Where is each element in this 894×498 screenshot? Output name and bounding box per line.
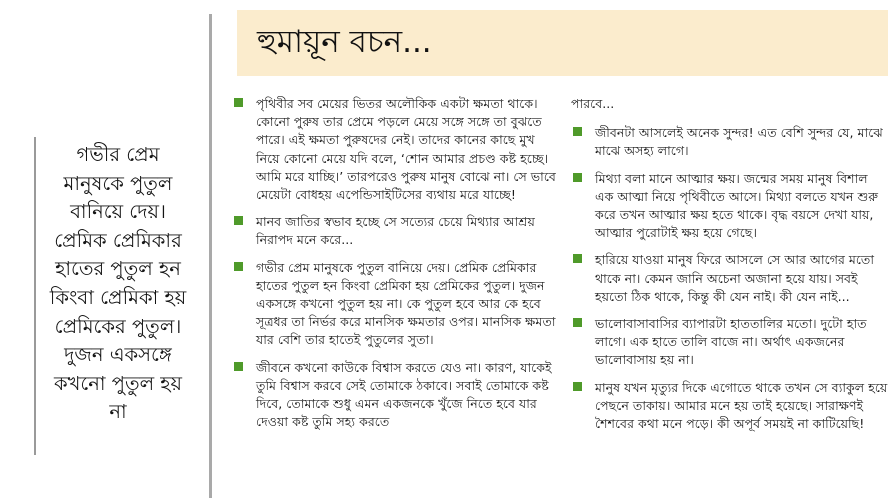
quote-item [571, 379, 889, 434]
quote-text: মানুষ যখন মৃত্যুর দিকে এগোতে থাকে তখন সে ব্যাকুল হয়ে পেছনে তাকায়। আমার মনে হয় তাই হয়েছে। সারাক্ষণই শৈশবের কথা মনে পড়ে। কী অপূর্ব সময়ই না কাটিয়েছি! [595, 379, 888, 432]
quote-item [571, 170, 889, 243]
left-column [232, 95, 557, 440]
square-bullet-icon [234, 362, 243, 371]
quote-text: মিথ্যা বলা মানে আত্মার ক্ষয়। জন্মের সময় মানুষ বিশাল এক আত্মা নিয়ে পৃথিবীতে আসে। মিথ্যা বলতে যখন শুরু করে তখন আত্মার ক্ষয় হতে থাকে। বৃদ্ধ বয়সে দেখা যায়, আত্মার পুরোটাই ক্ষয় হয়ে গেছে। [595, 170, 878, 241]
column-divider [209, 14, 212, 498]
square-bullet-icon [234, 98, 243, 107]
quote-item [232, 95, 557, 204]
square-bullet-icon [573, 382, 582, 391]
quote-text: গভীর প্রেম মানুষকে পুতুল বানিয়ে দেয়। প্রেমিক প্রেমিকার হাতের পুতুল হন কিংবা প্রেমিকা হয় প্রেমিকের পুতুল। দুজন একসঙ্গে কখনো পুতুল হয় না। কে পুতুল হবে আর কে হবে সূত্রধর তা নির্ভর করে মানসিক ক্ষমতার ওপর। মানসিক ক্ষমতা যার বেশি তার হাতেই পুতুলের সুতা। [256, 259, 556, 348]
quote-item [571, 124, 889, 160]
quote-text: পারবে... [571, 96, 615, 111]
quote-text: জীবনটা আসলেই অনেক সুন্দর! এত বেশি সুন্দর যে, মাঝে মাঝে অসহ্য লাগে। [595, 125, 883, 159]
square-bullet-icon [234, 262, 243, 271]
square-bullet-icon [234, 216, 243, 225]
title-band [237, 10, 888, 76]
quote-text: পৃথিবীর সব মেয়ের ভিতর অলৌকিক একটা ক্ষমতা থাকে। কোনো পুরুষ তার প্রেমে পড়লে মেয়ে সঙ্গে সঙ্গে তা বুঝতে পারে। এই ক্ষমতা পুরুষদের নেই। তাদের কানের কাছে মুখ নিয়ে কোনো মেয়ে যদি বলে, ‘শোন আমার প্রচণ্ড কষ্ট হচ্ছে। আমি মরে যাচ্ছি।’ তারপরেও পুরুষ মানুষ বোঝে না। সে ভাবে মেয়েটা বোধহয় এপেন্ডিসাইটিসের ব্যথায় মরে যাচ্ছে! [256, 96, 556, 203]
pull-quote [34, 137, 194, 455]
quote-text: ভালোবাসাবাসির ব্যাপারটা হাততালির মতো। দুটো হাত লাগে। এক হাতে তালি বাজে না। অর্থাৎ একজনের ভালোবাসায় হয় না। [595, 316, 867, 368]
quote-item [571, 251, 889, 306]
right-column [571, 95, 889, 442]
quote-text: জীবনে কখনো কাউকে বিশ্বাস করতে যেও না। কারণ, যাকেই তুমি বিশ্বাস করবে সেই তোমাকে ঠকাবে। সবাই তোমাকে কষ্ট দিবে, তোমাকে শুধু এমন একজনকে খুঁজে নিতে হবে যার দেওয়া কষ্ট তুমি সহ্য করতে [256, 359, 552, 430]
quote-continuation [571, 95, 889, 113]
quote-item [232, 259, 557, 350]
quote-item [232, 359, 557, 432]
page-title: হুমায়ূন বচন... [257, 24, 432, 60]
quote-text: মানব জাতির স্বভাব হচ্ছে সে সত্যের চেয়ে মিথ্যার আশ্রয় নিরাপদ মনে করে... [256, 214, 535, 248]
square-bullet-icon [573, 254, 582, 263]
pull-quote-text: গভীর প্রেম মানুষকে পুতুল বানিয়ে দেয়। প্রেমিক প্রেমিকার হাতের পুতুল হন কিংবা প্রেমিকা হয় প্রেমিকের পুতুল। দুজন একসঙ্গে কখনো পুতুল হয় না [49, 143, 187, 424]
square-bullet-icon [573, 173, 582, 182]
square-bullet-icon [573, 127, 582, 136]
square-bullet-icon [573, 318, 582, 327]
quote-item [571, 315, 889, 370]
quote-item [232, 213, 557, 249]
quote-text: হারিয়ে যাওয়া মানুষ ফিরে আসলে সে আর আগের মতো থাকে না। কেমন জানি অচেনা অজানা হয়ে যায়। সবই হয়তো ঠিক থাকে, কিন্তু কী যেন নাই। কী যেন নাই... [595, 252, 875, 304]
